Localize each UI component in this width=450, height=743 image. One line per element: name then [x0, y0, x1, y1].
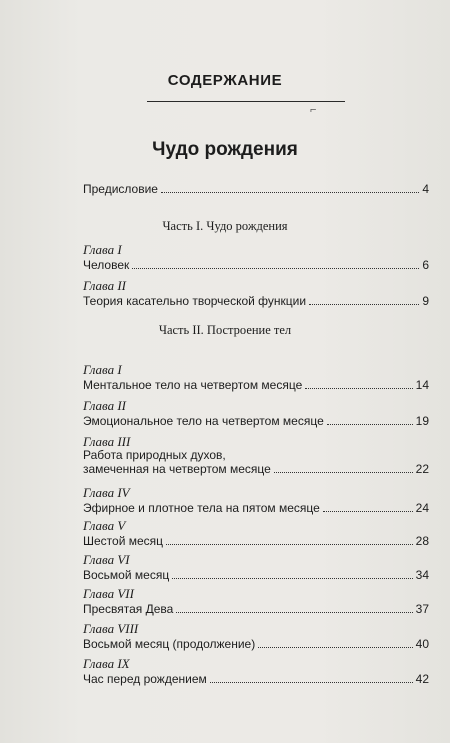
leader-dots	[323, 511, 413, 512]
entry-title: Ментальное тело на четвертом месяце	[83, 378, 303, 392]
entry-page: 28	[415, 534, 429, 548]
toc-entry[interactable]	[83, 635, 429, 651]
entry-page: 22	[415, 462, 429, 476]
leader-dots	[166, 544, 413, 545]
entry-title: Эмоциональное тело на четвертом месяце	[83, 414, 324, 428]
heading-rule	[147, 101, 345, 102]
chapter-label: Глава VIII	[83, 621, 139, 636]
chapter-label: Глава IX	[83, 656, 130, 671]
chapter-label: Глава I	[83, 242, 122, 257]
entry-title: Пресвятая Дева	[83, 602, 174, 616]
toc-entry[interactable]	[83, 376, 429, 392]
toc-entry[interactable]	[83, 566, 429, 582]
entry-page: 19	[415, 414, 429, 428]
entry-page: 4	[422, 182, 429, 196]
pencil-mark: ⌐	[310, 104, 317, 116]
book-title: Чудо рождения	[152, 139, 298, 160]
entry-title-line2: замеченная на четвертом месяце	[83, 462, 271, 476]
leader-dots	[176, 612, 412, 613]
entry-page: 37	[415, 602, 429, 616]
toc-entry[interactable]	[83, 670, 429, 686]
chapter-label: Глава IV	[83, 485, 130, 500]
toc-entry[interactable]	[83, 499, 429, 515]
chapter-label: Глава II	[83, 278, 126, 293]
toc-entry[interactable]	[83, 412, 429, 428]
toc-heading: СОДЕРЖАНИЕ	[167, 72, 283, 89]
chapter-label: Глава VII	[83, 586, 134, 601]
entry-title: Час перед рождением	[83, 672, 207, 686]
chapter-label: Глава VI	[83, 552, 130, 567]
entry-title: Человек	[83, 258, 130, 272]
leader-dots	[327, 424, 413, 425]
toc-entry[interactable]	[83, 600, 429, 616]
leader-dots	[161, 192, 419, 193]
toc-entry-preface[interactable]	[83, 180, 429, 196]
entry-title: Эфирное и плотное тела на пятом месяце	[83, 501, 320, 515]
leader-dots	[258, 647, 412, 648]
entry-page: 40	[415, 637, 429, 651]
entry-page: 6	[422, 258, 429, 272]
entry-line2	[83, 462, 429, 476]
leader-dots	[309, 304, 419, 305]
chapter-label: Глава I	[83, 362, 122, 377]
part-title: Часть I. Чудо рождения	[162, 219, 288, 233]
entry-title: Восьмой месяц	[83, 568, 170, 582]
leader-dots	[274, 472, 413, 473]
entry-title: Восьмой месяц (продолжение)	[83, 637, 256, 651]
leader-dots	[172, 578, 412, 579]
toc-entry[interactable]	[83, 256, 429, 272]
toc-entry[interactable]	[83, 292, 429, 308]
chapter-label: Глава II	[83, 398, 126, 413]
entry-page: 24	[415, 501, 429, 515]
entry-page: 9	[422, 294, 429, 308]
entry-title-line1: Работа природных духов,	[83, 448, 226, 462]
entry-page: 14	[415, 378, 429, 392]
leader-dots	[305, 388, 412, 389]
entry-page: 34	[415, 568, 429, 582]
toc-entry[interactable]	[83, 448, 429, 476]
toc-entry[interactable]	[83, 532, 429, 548]
chapter-label: Глава V	[83, 518, 126, 533]
entry-title: Теория касательно творческой функции	[83, 294, 307, 308]
leader-dots	[132, 268, 419, 269]
entry-page: 42	[415, 672, 429, 686]
entry-title: Предисловие	[83, 182, 158, 196]
entry-title: Шестой месяц	[83, 534, 164, 548]
chapter-label: Глава III	[83, 434, 131, 449]
leader-dots	[210, 682, 413, 683]
part-title: Часть II. Построение тел	[158, 323, 292, 337]
